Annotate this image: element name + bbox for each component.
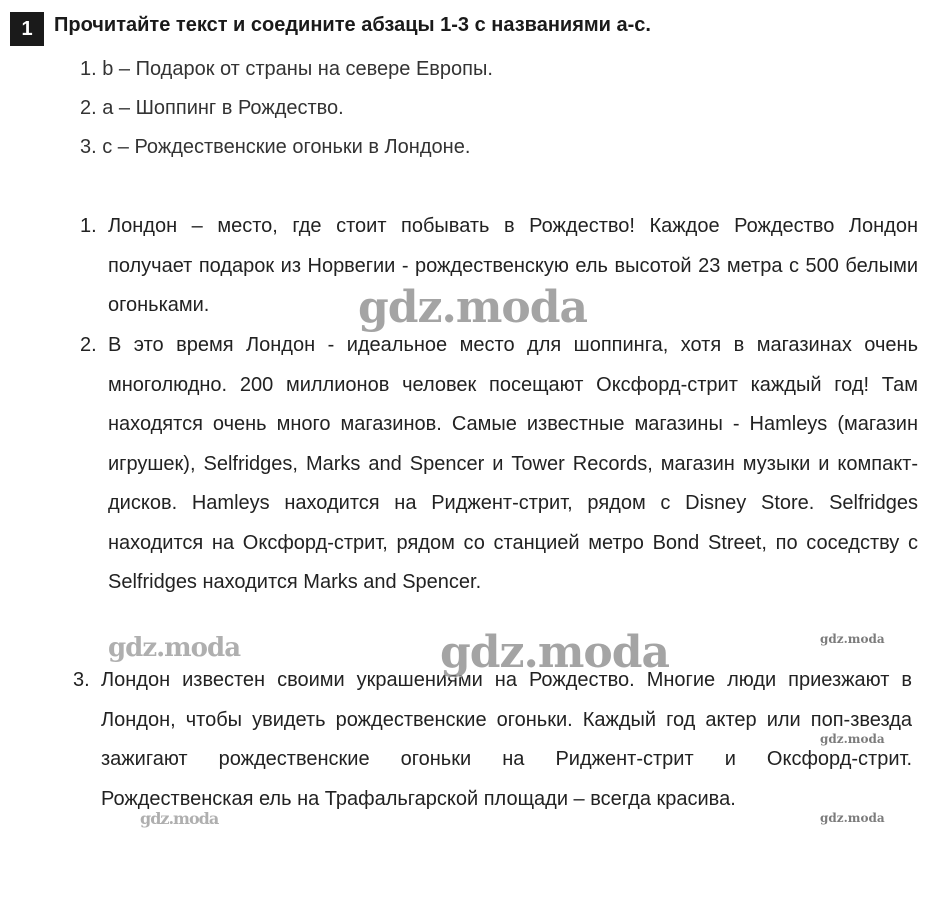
watermark-large: gdz.moda [440,627,670,678]
watermark-small: gdz.moda [820,811,885,825]
paragraph-3-text: Лондон известен своими украшениями на Рождество. Многие люди приезжают в Лондон, чтобы увидеть рождественские огоньки. Каждый год актер или поп-звезда зажигают рождественские огоньки на Риджент-стрит и Оксфорд-стрит. Рождественская ель на Трафальгарской площади – всегда красива. [101,669,912,810]
paragraph-3 [73,661,912,819]
watermark-large: gdz.moda [358,282,588,333]
answer-line-3: 3. c – Рождественские огоньки в Лондоне. [80,136,471,158]
paragraph-2-number: 2. [80,334,97,356]
paragraph-3-number: 3. [73,669,90,691]
task-title: Прочитайте текст и соедините абзацы 1-3 с названиями а-с. [54,14,651,36]
paragraph-2 [80,326,918,603]
paragraph-1-number: 1. [80,215,97,237]
watermark-small: gdz.moda [820,732,885,746]
paragraph-2-text: В это время Лондон - идеальное место для шоппинга, хотя в магазинах очень многолюдно. 200 миллионов человек посещают Оксфорд-стрит каждый год! Там находятся очень много магазинов. Самые известные магазины - Hamleys (магазин игрушек), Selfridges, Marks and Spencer и Tower Records, магазин музыки и компакт-дисков. Hamleys находится на Риджент-стрит, рядом с Disney Store. Selfridges находится на Оксфорд-стрит, рядом со станцией метро Bond Street, по соседству с Selfridges находится Marks and Spencer. [108,334,918,593]
watermark-medium: gdz.moda [140,809,219,828]
paragraph-1-text: Лондон – место, где стоит побывать в Рождество! Каждое Рождество Лондон получает подарок из Норвегии - рождественскую ель высотой 23 метра с 500 белыми огоньками. [108,215,918,316]
watermark-small: gdz.moda [820,632,885,646]
task-number-badge: 1 [10,12,44,46]
watermark-medium: gdz.moda [108,633,241,663]
answer-line-2: 2. a – Шоппинг в Рождество. [80,97,344,119]
answer-line-1: 1. b – Подарок от страны на севере Европы. [80,58,493,80]
